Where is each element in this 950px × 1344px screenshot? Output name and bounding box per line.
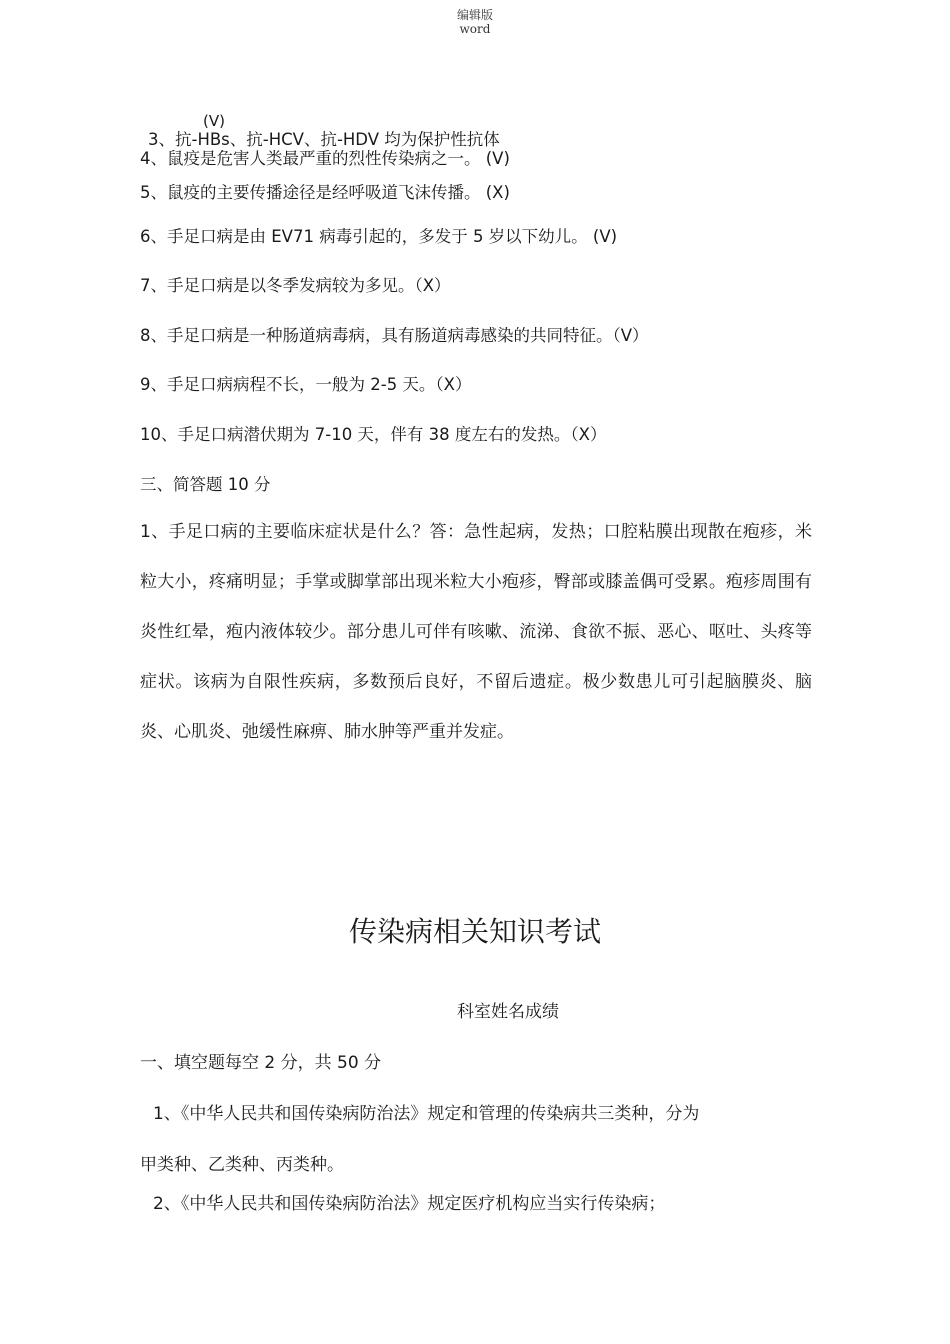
- header-sublabel: word: [459, 22, 491, 36]
- question-5: 5、鼠疫的主要传播途径是经呼吸道飞沫传播。 (X): [140, 183, 510, 202]
- header-label: 编辑版: [456, 8, 493, 22]
- short-answer-paragraph: 1、手足口病的主要临床症状是什么？答：急性起病，发热；口腔粘膜出现散在疱疹，米粒大小，疼痛明显；手掌或脚掌部出现米粒大小疱疹，臀部或膝盖偶可受累。疱疹周围有炎性红晕，疱内液体较少。部分患儿可伴有咳嗽、流涕、食欲不振、恶心、呕吐、头疼等症状。该病为自限性疾病，多数预后良好，不留后遗症。极少数患儿可引起脑膜炎、脑炎、心肌炎、弛缓性麻痹、肺水肿等严重并发症。: [140, 522, 812, 742]
- fill-question-2: 2、《中华人民共和国传染病防治法》规定医疗机构应当实行传染病；: [153, 1194, 666, 1214]
- exam-subtitle: 科室姓名成绩: [457, 1002, 559, 1022]
- section-1-heading: 一、填空题每空 2 分，共 50 分: [140, 1053, 382, 1073]
- question-7: 7、手足口病是以冬季发病较为多见。（X）: [140, 276, 451, 295]
- question-4: 4、鼠疫是危害人类最严重的烈性传染病之一。 (V): [140, 149, 510, 168]
- question-3: 3、抗-HBs、抗-HCV、抗-HDV 均为保护性抗体: [148, 130, 500, 149]
- question-6: 6、手足口病是由 EV71 病毒引起的，多发于 5 岁以下幼儿。 (V): [140, 227, 618, 246]
- question-9: 9、手足口病病程不长，一般为 2-5 天。（X）: [140, 375, 472, 394]
- question-8: 8、手足口病是一种肠道病毒病，具有肠道病毒感染的共同特征。（V）: [140, 326, 649, 345]
- fill-question-1: 1、《中华人民共和国传染病防治法》规定和管理的传染病共三类种，分为: [153, 1104, 700, 1124]
- exam-title: 传染病相关知识考试: [348, 915, 601, 948]
- fill-question-1-continued: 甲类种、乙类种、丙类种。: [140, 1155, 344, 1175]
- section-3-heading: 三、简答题 10 分: [140, 475, 271, 494]
- question-10: 10、手足口病潜伏期为 7-10 天，伴有 38 度左右的发热。（X）: [140, 425, 607, 444]
- q3-answer-mark: (V): [203, 112, 225, 130]
